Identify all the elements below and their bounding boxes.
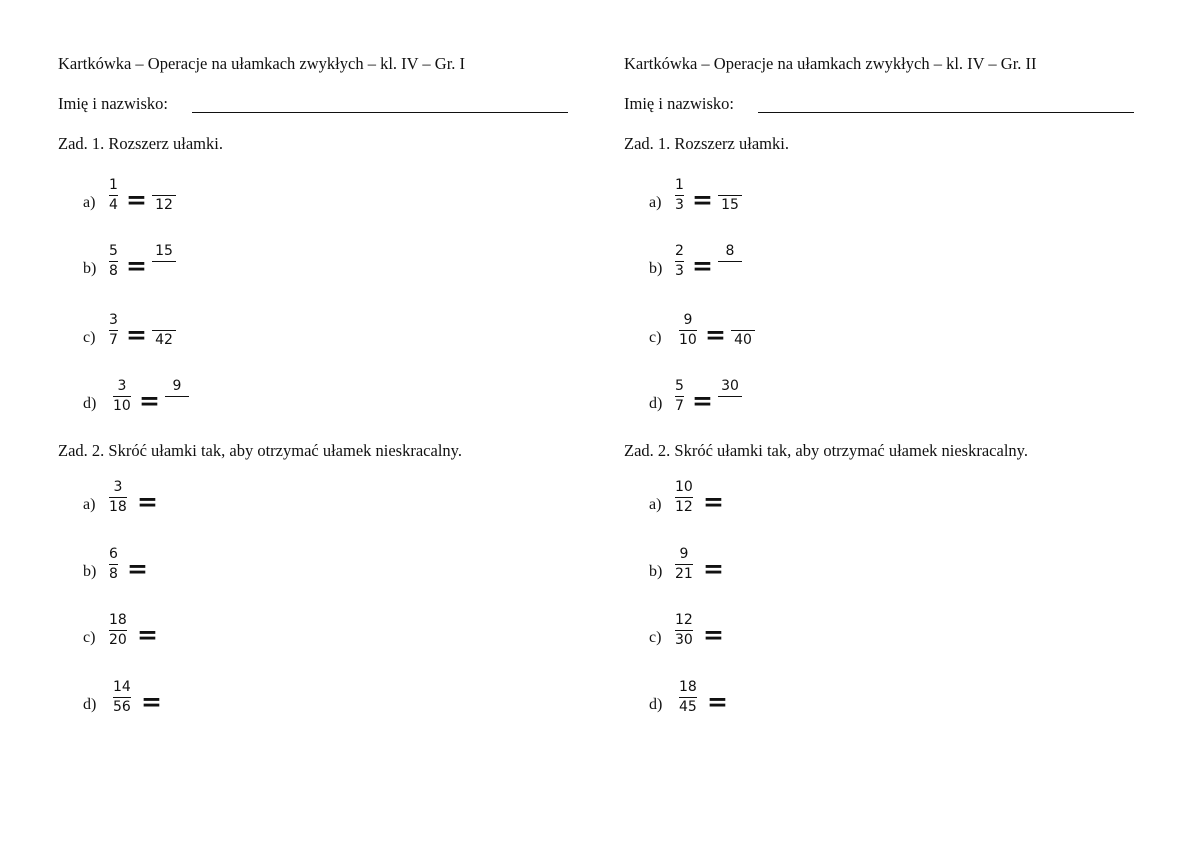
exercise-label: d) <box>649 395 663 412</box>
equals-sign: = <box>126 320 147 349</box>
quiz-group-2 <box>624 0 1144 849</box>
given-fraction <box>109 177 118 214</box>
task-1-exercise <box>649 177 849 227</box>
given-fraction <box>679 679 697 716</box>
result-fraction <box>152 312 176 349</box>
task-2-exercise <box>649 612 849 662</box>
task-2-exercise <box>83 679 283 729</box>
result-fraction-numerator: 30 <box>721 378 739 394</box>
given-fraction-denominator: 7 <box>109 332 118 349</box>
equals-sign: = <box>141 687 162 716</box>
exercise-label: d) <box>649 696 663 713</box>
given-fraction <box>113 679 131 716</box>
given-fraction-numerator: 3 <box>113 479 123 495</box>
given-fraction <box>675 378 684 415</box>
given-fraction <box>109 479 127 516</box>
exercise-label: a) <box>649 496 662 513</box>
given-fraction-denominator: 10 <box>113 398 131 415</box>
equals-sign: = <box>692 386 713 415</box>
given-fraction <box>675 546 693 583</box>
given-fraction-denominator: 56 <box>113 699 131 716</box>
task-1-heading: Zad. 1. Rozszerz ułamki. <box>624 134 789 153</box>
given-fraction <box>109 243 118 280</box>
exercise-label: b) <box>83 563 97 580</box>
given-fraction-bar <box>675 195 684 196</box>
given-fraction-bar <box>113 697 131 698</box>
given-fraction <box>675 177 684 214</box>
result-fraction-bar <box>718 396 742 397</box>
quiz-title: Kartkówka – Operacje na ułamkach zwykłych – kl. IV – Gr. II <box>624 54 1037 73</box>
given-fraction-bar <box>109 261 118 262</box>
given-fraction <box>675 243 684 280</box>
task-1-heading: Zad. 1. Rozszerz ułamki. <box>58 134 223 153</box>
given-fraction-numerator: 5 <box>109 243 118 259</box>
given-fraction-numerator: 6 <box>109 546 118 562</box>
given-fraction <box>109 312 118 349</box>
exercise-label: b) <box>83 260 97 277</box>
result-fraction-numerator: 9 <box>172 378 182 394</box>
given-fraction-denominator: 18 <box>109 499 127 516</box>
task-2-exercise <box>649 679 849 729</box>
given-fraction <box>109 546 118 583</box>
result-fraction <box>718 243 742 280</box>
given-fraction-bar <box>675 564 693 565</box>
given-fraction-denominator: 7 <box>675 398 684 415</box>
given-fraction-numerator: 12 <box>675 612 693 628</box>
result-fraction <box>152 177 176 214</box>
result-fraction <box>718 378 742 415</box>
given-fraction-bar <box>109 630 127 631</box>
result-fraction-denominator: 12 <box>155 197 173 214</box>
exercise-label: c) <box>83 329 96 346</box>
task-2-heading: Zad. 2. Skróć ułamki tak, aby otrzymać ułamek nieskracalny. <box>58 441 462 460</box>
exercise-label: a) <box>83 496 96 513</box>
given-fraction-numerator: 10 <box>675 479 693 495</box>
result-fraction-denominator: 15 <box>721 197 739 214</box>
given-fraction <box>675 479 693 516</box>
given-fraction-bar <box>109 564 118 565</box>
task-2-exercise <box>83 612 283 662</box>
exercise-label: c) <box>83 629 96 646</box>
result-fraction-bar <box>152 330 176 331</box>
given-fraction-denominator: 3 <box>675 197 684 214</box>
equals-sign: = <box>126 185 147 214</box>
given-fraction-numerator: 9 <box>683 312 693 328</box>
given-fraction-denominator: 10 <box>679 332 697 349</box>
exercise-label: c) <box>649 629 662 646</box>
result-fraction-bar <box>718 195 742 196</box>
given-fraction-denominator: 30 <box>675 632 693 649</box>
exercise-label: a) <box>83 194 96 211</box>
equals-sign: = <box>126 251 147 280</box>
equals-sign: = <box>703 554 724 583</box>
given-fraction-bar <box>679 330 697 331</box>
equals-sign: = <box>705 320 726 349</box>
task-1-exercise <box>83 378 283 428</box>
name-label: Imię i nazwisko: <box>58 94 168 113</box>
given-fraction-denominator: 3 <box>675 263 684 280</box>
task-2-heading: Zad. 2. Skróć ułamki tak, aby otrzymać ułamek nieskracalny. <box>624 441 1028 460</box>
task-1-exercise <box>83 243 283 293</box>
equals-sign: = <box>137 487 158 516</box>
given-fraction-numerator: 5 <box>675 378 684 394</box>
given-fraction-numerator: 9 <box>679 546 689 562</box>
given-fraction <box>109 612 127 649</box>
equals-sign: = <box>139 386 160 415</box>
result-fraction-bar <box>152 261 176 262</box>
given-fraction-denominator: 20 <box>109 632 127 649</box>
given-fraction-numerator: 1 <box>109 177 118 193</box>
result-fraction-denominator: 40 <box>734 332 752 349</box>
given-fraction-denominator: 4 <box>109 197 118 214</box>
task-1-exercise <box>649 243 849 293</box>
result-fraction-bar <box>165 396 189 397</box>
given-fraction-numerator: 1 <box>675 177 684 193</box>
task-1-exercise <box>649 312 849 362</box>
given-fraction-bar <box>109 330 118 331</box>
result-fraction <box>731 312 755 349</box>
given-fraction-bar <box>675 630 693 631</box>
task-2-exercise <box>83 546 283 596</box>
result-fraction <box>165 378 189 415</box>
task-1-exercise <box>83 312 283 362</box>
exercise-label: a) <box>649 194 662 211</box>
exercise-label: b) <box>649 563 663 580</box>
equals-sign: = <box>707 687 728 716</box>
given-fraction-denominator: 12 <box>675 499 693 516</box>
task-1-exercise <box>83 177 283 227</box>
given-fraction-bar <box>679 697 697 698</box>
result-fraction-numerator: 8 <box>725 243 735 259</box>
name-label: Imię i nazwisko: <box>624 94 734 113</box>
given-fraction-denominator: 45 <box>679 699 697 716</box>
equals-sign: = <box>137 620 158 649</box>
exercise-label: d) <box>83 696 97 713</box>
given-fraction-numerator: 3 <box>109 312 118 328</box>
given-fraction-numerator: 3 <box>117 378 127 394</box>
given-fraction-numerator: 14 <box>113 679 131 695</box>
given-fraction-bar <box>109 195 118 196</box>
name-underline <box>192 112 568 113</box>
given-fraction-bar <box>113 396 131 397</box>
result-fraction-bar <box>718 261 742 262</box>
task-1-exercise <box>649 378 849 428</box>
given-fraction-bar <box>675 396 684 397</box>
given-fraction <box>675 612 693 649</box>
given-fraction-numerator: 2 <box>675 243 684 259</box>
given-fraction-denominator: 8 <box>109 566 118 583</box>
result-fraction-numerator: 15 <box>155 243 173 259</box>
exercise-label: b) <box>649 260 663 277</box>
result-fraction <box>718 177 742 214</box>
name-underline <box>758 112 1134 113</box>
equals-sign: = <box>692 251 713 280</box>
result-fraction-bar <box>731 330 755 331</box>
equals-sign: = <box>703 620 724 649</box>
given-fraction-bar <box>675 261 684 262</box>
quiz-group-1 <box>58 0 578 849</box>
given-fraction-denominator: 8 <box>109 263 118 280</box>
given-fraction-bar <box>109 497 127 498</box>
given-fraction <box>679 312 697 349</box>
given-fraction-denominator: 21 <box>675 566 693 583</box>
given-fraction-numerator: 18 <box>109 612 127 628</box>
exercise-label: d) <box>83 395 97 412</box>
quiz-title: Kartkówka – Operacje na ułamkach zwykłych – kl. IV – Gr. I <box>58 54 466 73</box>
result-fraction-bar <box>152 195 176 196</box>
task-2-exercise <box>83 479 283 529</box>
given-fraction <box>113 378 131 415</box>
equals-sign: = <box>127 554 148 583</box>
exercise-label: c) <box>649 329 662 346</box>
result-fraction-denominator: 42 <box>155 332 173 349</box>
task-2-exercise <box>649 546 849 596</box>
equals-sign: = <box>692 185 713 214</box>
result-fraction <box>152 243 176 280</box>
equals-sign: = <box>703 487 724 516</box>
given-fraction-bar <box>675 497 693 498</box>
task-2-exercise <box>649 479 849 529</box>
given-fraction-numerator: 18 <box>679 679 697 695</box>
